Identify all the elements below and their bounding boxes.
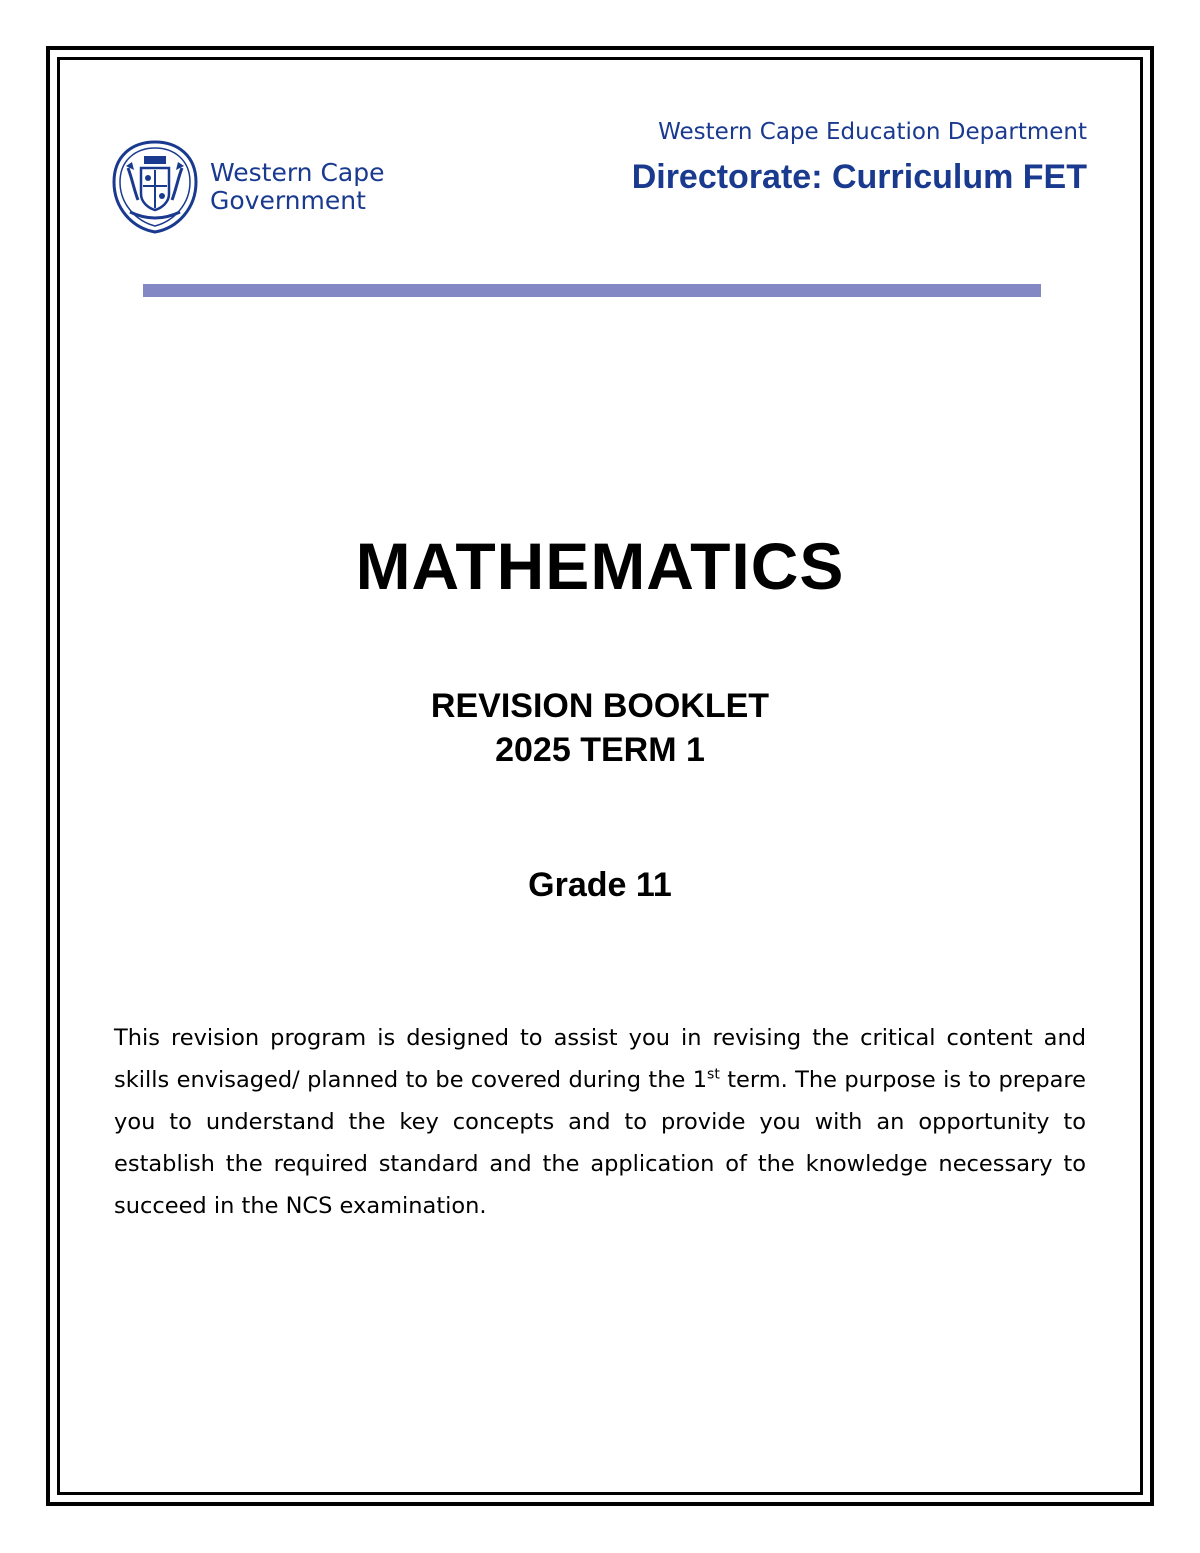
intro-text-start: This revision program is designed to assist you in revising the critical content and skills envisaged/ planned to be covered during the 1 <box>114 1025 1086 1093</box>
logo <box>108 138 385 236</box>
subtitle-booklet: REVISION BOOKLET <box>430 687 770 725</box>
department-block <box>632 118 1087 198</box>
grade-label: Grade 11 <box>528 866 672 904</box>
intro-superscript: st <box>707 1066 720 1083</box>
header-divider <box>143 284 1041 297</box>
intro-paragraph <box>114 1017 1086 1227</box>
intro-text-end: term. The purpose is to prepare you to understand the key concepts and to provide you with an opportunity to establish the required standard and the application of the knowledge necessary to succeed in the NCS examination. <box>114 1067 1086 1219</box>
page-title: MATHEMATICS <box>355 529 845 603</box>
logo-line-2: Government <box>210 186 366 215</box>
subtitle-term: 2025 TERM 1 <box>495 731 705 769</box>
logo-line-1: Western Cape <box>210 158 385 187</box>
department-name: Western Cape Education Department <box>658 119 1087 145</box>
page-border-inner <box>57 57 1143 1495</box>
directorate-name: Directorate: Curriculum FET <box>631 158 1087 196</box>
coat-of-arms-icon <box>108 138 202 236</box>
logo-text <box>210 159 385 215</box>
